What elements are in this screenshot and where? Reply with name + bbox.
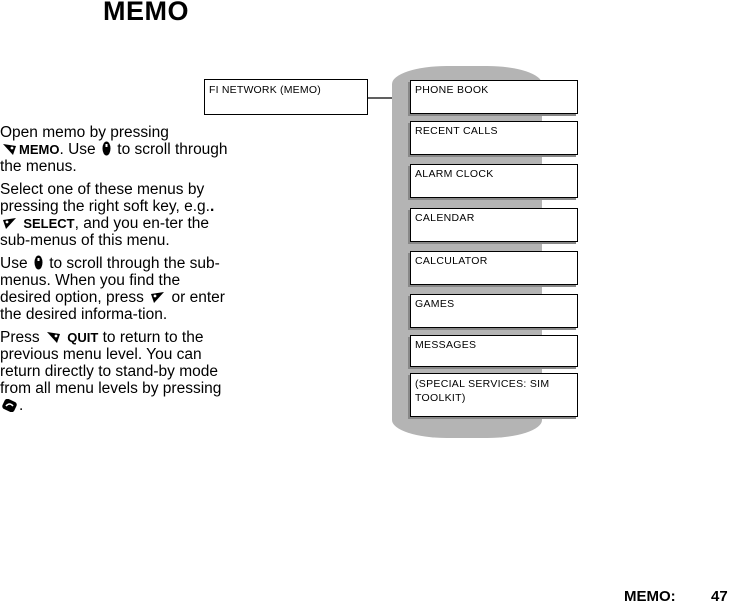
footer-section-label: MEMO:: [624, 588, 676, 605]
network-memo-box: FI NETWORK (MEMO): [204, 79, 368, 115]
text-select-menu: Select one of these menus by pressing the right soft key, e.g.: [0, 181, 210, 215]
menu-item-phone-book: PHONE BOOK: [410, 80, 578, 114]
right-softkey-icon: [150, 291, 165, 304]
text-find-option: to scroll through the sub-menus. When you find the desired option, press: [0, 255, 220, 306]
quit-key-label: QUIT: [67, 330, 99, 345]
left-softkey-icon: [2, 143, 17, 156]
instructions: [0, 124, 228, 420]
instruction-select: Select one of these menus by pressing the right soft key, e.g.. SELECT, and you en-ter the sub-menus of this menu.: [0, 181, 215, 249]
left-softkey-icon: [46, 331, 61, 344]
text-open-memo: Open memo by pressing: [0, 124, 169, 141]
text-enter-submenu: , and you en-ter the sub-menus of this menu.: [0, 215, 210, 249]
right-softkey-icon: [2, 217, 17, 230]
menu-item-recent-calls: RECENT CALLS: [410, 121, 578, 155]
menu-item-games: GAMES: [410, 294, 578, 328]
select-key-label: SELECT: [23, 216, 75, 231]
instruction-open: [0, 124, 228, 175]
text-return: to return to the previous menu level. You can return directly to stand-by mode from all menu levels by pressing: [0, 329, 222, 397]
memo-key-label: MEMO: [19, 142, 60, 157]
end-call-key-icon: [2, 399, 17, 412]
menu-item-calendar: CALENDAR: [410, 208, 578, 242]
scroll-key-icon: [102, 141, 111, 156]
text-use-2: Use: [0, 255, 28, 272]
page-title: MEMO: [103, 0, 189, 26]
page-number: 47: [711, 588, 728, 605]
scroll-key-icon: [34, 255, 43, 270]
menu-item-alarm-clock: ALARM CLOCK: [410, 164, 578, 198]
text-enter-info: or enter the desired informa-tion.: [0, 289, 225, 323]
menu-item-sim-toolkit: (SPECIAL SERVICES: SIM TOOLKIT): [410, 373, 578, 417]
menu-item-messages: MESSAGES: [410, 335, 578, 367]
instruction-scroll: [0, 255, 228, 323]
menu-item-calculator: CALCULATOR: [410, 251, 578, 285]
instruction-quit: [0, 329, 228, 414]
text-scroll-menus: to scroll through the menus.: [0, 141, 228, 175]
text-press: Press: [0, 329, 40, 346]
text-use: . Use: [59, 141, 96, 158]
text-period: .: [19, 397, 24, 414]
